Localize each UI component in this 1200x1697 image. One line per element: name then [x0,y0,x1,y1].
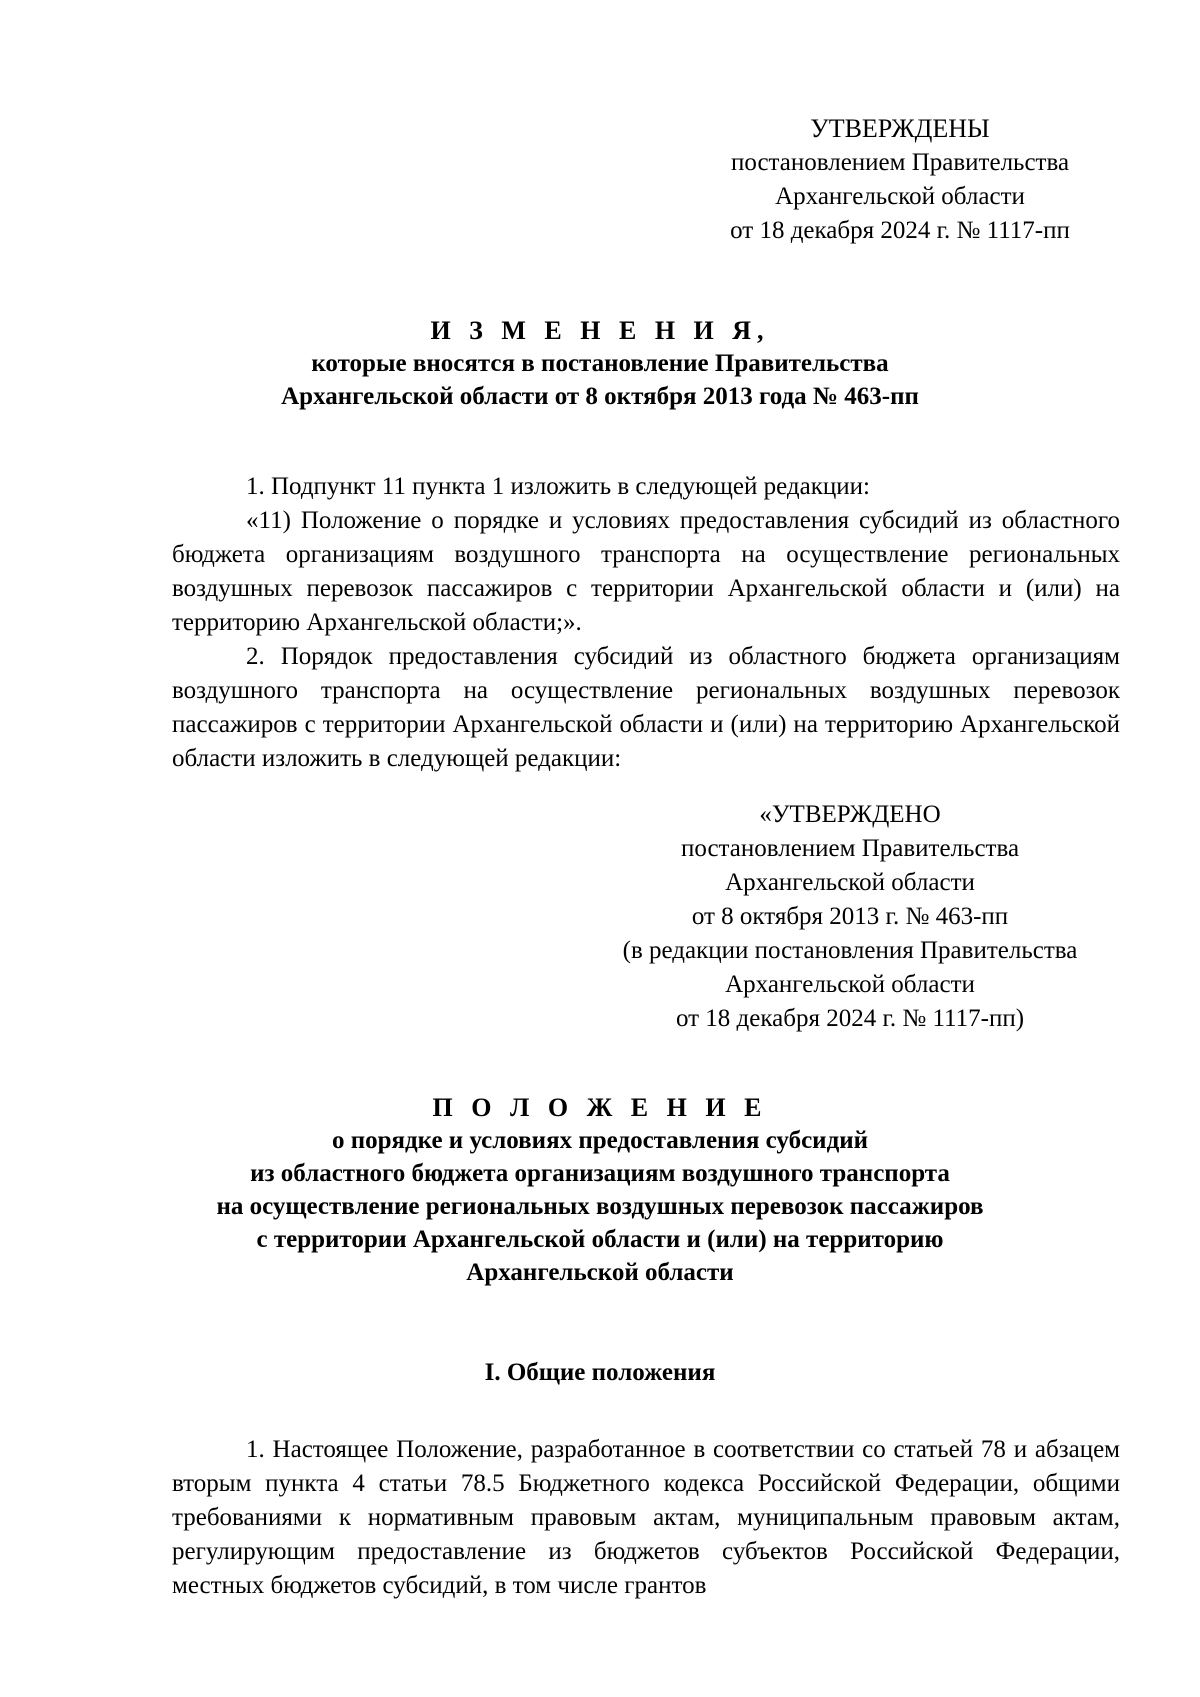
inner-approval-stamp [590,798,1110,1036]
approval-line: от 8 октября 2013 г. № 463-пп [691,903,1009,930]
regulation-title [130,1091,1070,1289]
section-heading: I. Общие положения [484,1359,716,1386]
title-line: Архангельской области от 8 октября 2013 года № 463-пп [281,383,919,410]
title-line: которые вносятся в постановление Правительства [311,350,889,377]
title-line: на осуществление региональных воздушных перевозок пассажиров [216,1193,984,1220]
approval-line: от 18 декабря 2024 г. № 1117-пп [730,217,1070,244]
paragraph: 1. Настоящее Положение, разработанное в соответствии со статьей 78 и абзацем вторым пункта 4 статьи 78.5 Бюджетного кодекса Российской Федерации, общими требованиями к нормативным правовым актам, муниципальным правовым актам, регулирующим предоставление из бюджетов субъектов Российской Федерации, местных бюджетов субсидий, в том числе грантов [172,1436,1120,1599]
approval-stamp [700,112,1100,248]
paragraph: «11) Положение о порядке и условиях предоставления субсидий из областного бюджета организациям воздушного транспорта на осуществление региональных воздушных перевозок пассажиров с территории Архангельской области и (или) на территорию Архангельской области;». [172,507,1120,636]
title-line: с территории Архангельской области и (или) на территорию [256,1226,944,1253]
section-text [172,1433,1120,1603]
approval-line: Архангельской области [725,869,975,896]
document-title [130,314,1070,413]
title-line: из областного бюджета организациям воздушного транспорта [250,1160,950,1187]
title-line: Архангельской области [466,1259,734,1286]
approval-line: постановлением Правительства [730,149,1070,176]
title-line: П О Л О Ж Е Н И Е [432,1093,768,1122]
approval-line: «УТВЕРЖДЕНО [759,801,941,828]
paragraph: 2. Порядок предоставления субсидий из областного бюджета организациям воздушного транспорта на осуществление региональных воздушных перевозок пассажиров с территории Архангельской области и (или) на территорию Архангельской области изложить в следующей редакции: [172,643,1120,772]
approval-line: Архангельской области [725,971,975,998]
approval-line: постановлением Правительства [680,835,1020,862]
title-line: о порядке и условиях предоставления субсидий [331,1127,869,1154]
approval-line: (в редакции постановления Правительства [622,937,1078,964]
paragraph: 1. Подпункт 11 пункта 1 изложить в следующей редакции: [246,473,870,500]
approval-line: Архангельской области [775,183,1025,210]
title-line: И З М Е Н Е Н И Я, [430,316,770,345]
amendments-text [172,470,1120,776]
approval-line: от 18 декабря 2024 г. № 1117-пп) [675,1005,1025,1032]
approval-line: УТВЕРЖДЕНЫ [810,114,990,143]
